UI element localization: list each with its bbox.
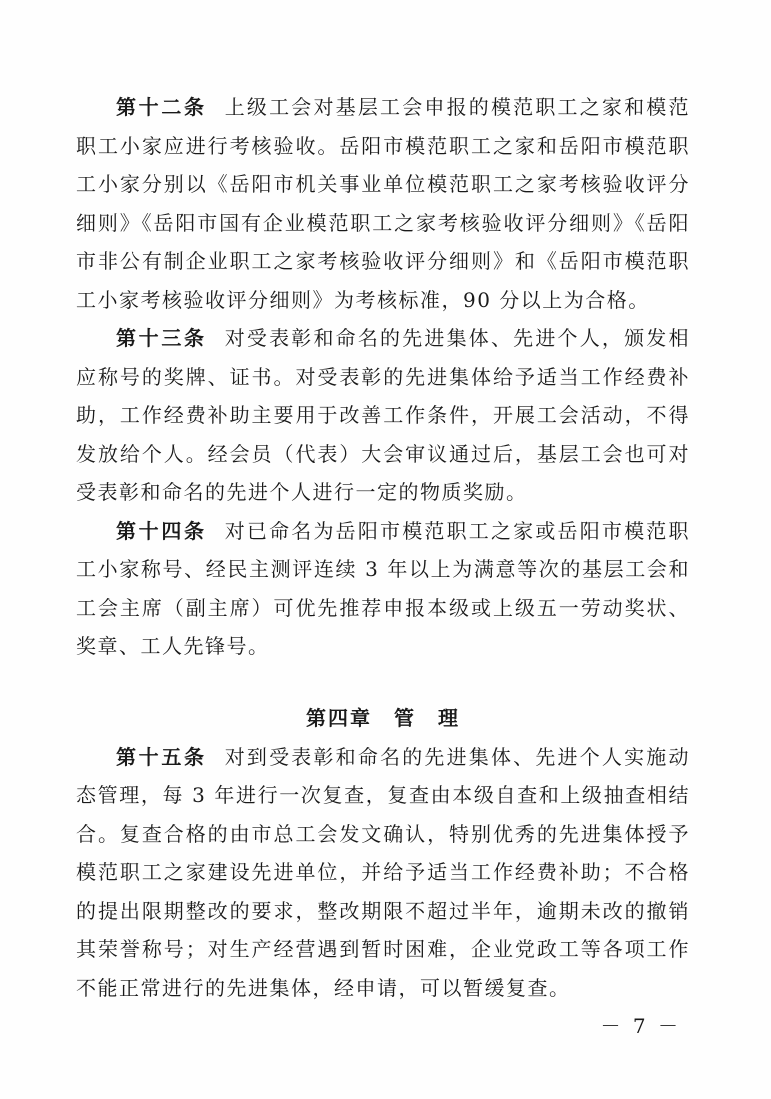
article-13-label: 第十三条 — [116, 326, 207, 350]
article-13-text: 对受表彰和命名的先进集体、先进个人，颁发相应称号的奖牌、证书。对受表彰的先进集体给予适当工作经费补助，工作经费补助主要用于改善工作条件，开展工会活动，不得发放给个人。经会员（代表）大会审议通过后，基层工会也可对受表彰和命名的先进个人进行一定的物质奖励。 — [76, 326, 690, 504]
article-12-label: 第十二条 — [116, 95, 207, 119]
document-body — [76, 88, 690, 1007]
page-number: － 7 － — [600, 1014, 681, 1038]
article-15-label: 第十五条 — [116, 744, 207, 769]
article-15-text: 对到受表彰和命名的先进集体、先进个人实施动态管理，每 3 年进行一次复查，复查由本级自查和上级抽查相结合。复查合格的由市总工会发文确认，特别优秀的先进集体授予模范职工之家建设先进单位，并给予适当工作经费补助；不合格的提出限期整改的要求，整改期限不超过半年，逾期未改的撤销其荣誉称号；对生产经营遇到暂时困难，企业党政工等各项工作不能正常进行的先进集体，经申请，可以暂缓复查。 — [76, 744, 690, 1000]
article-13 — [76, 319, 690, 512]
article-14 — [76, 512, 690, 666]
chapter-heading: 第四章 管 理 — [306, 705, 460, 730]
article-12-text: 上级工会对基层工会申报的模范职工之家和模范职工小家应进行考核验收。岳阳市模范职工之家和岳阳市模范职工小家分别以《岳阳市机关事业单位模范职工之家考核验收评分细则》《岳阳市国有企业模范职工之家考核验收评分细则》《岳阳市非公有制企业职工之家考核验收评分细则》和《岳阳市模范职工小家考核验收评分细则》为考核标准，90 分以上为合格。 — [76, 95, 690, 312]
article-14-text: 对已命名为岳阳市模范职工之家或岳阳市模范职工小家称号、经民主测评连续 3 年以上为满意等次的基层工会和工会主席（副主席）可优先推荐申报本级或上级五一劳动奖状、奖章、工人先锋号。 — [76, 518, 690, 658]
article-15 — [76, 738, 690, 1008]
article-14-label: 第十四条 — [116, 518, 207, 543]
article-12 — [76, 88, 690, 319]
